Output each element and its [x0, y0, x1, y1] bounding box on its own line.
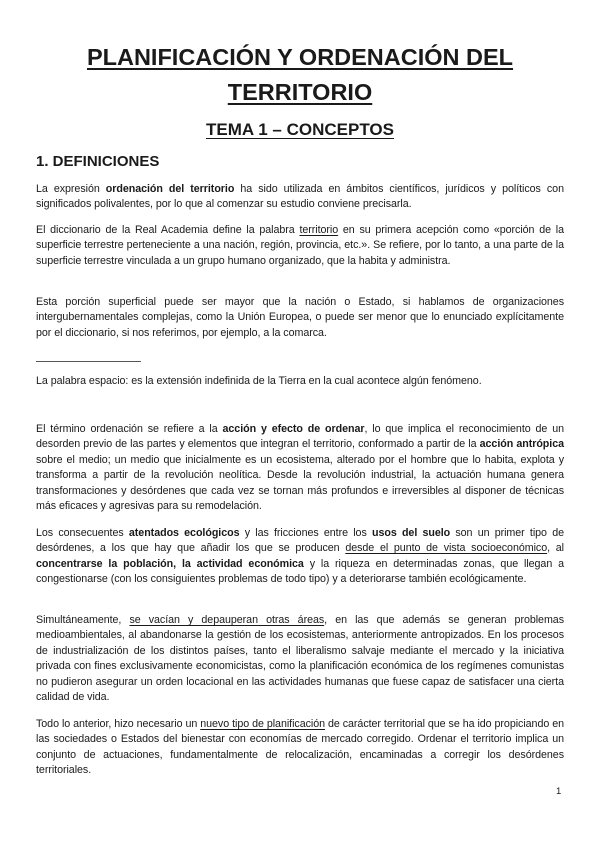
- paragraph-text: de carácter territorial que se ha ido propiciando en las sociedades o Estados del bienestar con economías de mercado corregido. Ordenar el territorio implica un conjunto de actuaciones, fundamentalmente de relocalización, encaminadas a corregir los desórdenes territoriales.: [36, 718, 564, 777]
- paragraph-text: Todo lo anterior, hizo necesario un: [36, 718, 201, 730]
- paragraph-4: [36, 422, 564, 514]
- paragraph-text: Esta porción superficial puede ser mayor que la nación o Estado, si hablamos de organizaciones intergubernamentales complejas, como la Unión Europea, o puede ser menor que lo enunciado explícitamente por el diccionario, si nos referimos, por ejemplo, a la comarca.: [36, 296, 564, 339]
- note-paragraph: [36, 374, 564, 389]
- paragraph-text: sobre el medio; un medio que inicialmente es un ecosistema, alterado por el hombre que lo habita, explota y transforma a partir de la revolución neolítica. Desde la revolución industrial, la actuación humana genera transformaciones y desórdenes que cada vez se tornan más profundos e irreversibles al disponer de técnicas más eficaces y agresivas para su remodelación.: [36, 453, 564, 513]
- paragraph-text: en su primera acepción como «porción de la superficie terrestre perteneciente a una nación, región, provincia, etc.». Se refiere, por lo tanto, a una parte de la superficie terrestre vinculada a un grupo humano organizado, que la habita y administra.: [36, 224, 564, 267]
- bold-term: atentados ecológicos: [128, 527, 240, 539]
- paragraph-text: ha sido utilizada en ámbitos científicos, jurídicos y políticos con significados polivalentes, por lo que al comenzar su estudio conviene precisarla.: [36, 183, 564, 211]
- paragraph-6: [36, 613, 564, 705]
- paragraph-text: y la riqueza en determinadas zonas, que llegan a congestionarse (con los consiguientes problemas de todo tipo) y a deteriorarse también ecológicamente.: [36, 557, 565, 586]
- paragraph-text: y las fricciones entre los: [239, 527, 372, 539]
- paragraph-text: El término ordenación se refiere a la: [36, 423, 223, 435]
- bold-term: concentrarse la población, la actividad económica: [36, 557, 304, 570]
- document-title: PLANIFICACIÓN Y ORDENACIÓN DEL TERRITORIO: [86, 44, 514, 105]
- paragraph-text: son un primer tipo de desórdenes, a los que hay que añadir los que se producen: [36, 527, 564, 555]
- paragraph-text: , en las que además se generan problemas medioambientales, al abandonarse la gestión de los ecosistemas, anteriormente antropizados. En los procesos de industrialización de los distintos países, tanto el liberalismo salvaje mediante el mercado y la iniciativa privada con fines exclusivamente economicistas, como la planificación económica de los regímenes comunistas no pudieron asegurar un orden locacional en las actividades humanas que fuese capaz de satisfacer una cierta calidad de vida.: [36, 614, 564, 704]
- underlined-term: nuevo tipo de planificación: [200, 718, 326, 730]
- paragraph-text: , al: [547, 542, 564, 555]
- underlined-term: territorio: [299, 224, 339, 236]
- paragraph-3: [36, 295, 564, 341]
- bold-term: acción antrópica: [479, 438, 564, 451]
- paragraph-1: [36, 182, 564, 213]
- divider-line: [36, 361, 141, 362]
- paragraph-text: , lo que implica el reconocimiento de un desorden previo de las partes y elementos que integran el territorio, conformado a partir de la: [36, 423, 564, 451]
- paragraph-7: [36, 717, 564, 779]
- underlined-term: desde el punto de vista socioeconómico: [345, 542, 548, 555]
- paragraph-5: [36, 526, 564, 588]
- paragraph-2: [36, 223, 564, 269]
- paragraph-text: La expresión: [36, 183, 106, 195]
- note-text: La palabra espacio: es la extensión indefinida de la Tierra en la cual acontece algún fenómeno.: [36, 375, 482, 387]
- bold-term: ordenación del territorio: [105, 183, 235, 195]
- paragraph-text: El diccionario de la Real Academia define la palabra: [36, 224, 300, 236]
- bold-term: usos del suelo: [371, 527, 451, 539]
- underlined-term: se vacían y depauperan otras áreas: [129, 614, 325, 626]
- section-heading: 1. DEFINICIONES: [36, 153, 160, 170]
- document-subtitle: TEMA 1 – CONCEPTOS: [206, 120, 394, 139]
- bold-term: acción y efecto de ordenar: [222, 423, 365, 435]
- page-number: 1: [556, 786, 562, 797]
- paragraph-text: Simultáneamente,: [36, 614, 130, 626]
- paragraph-text: Los consecuentes: [36, 527, 129, 539]
